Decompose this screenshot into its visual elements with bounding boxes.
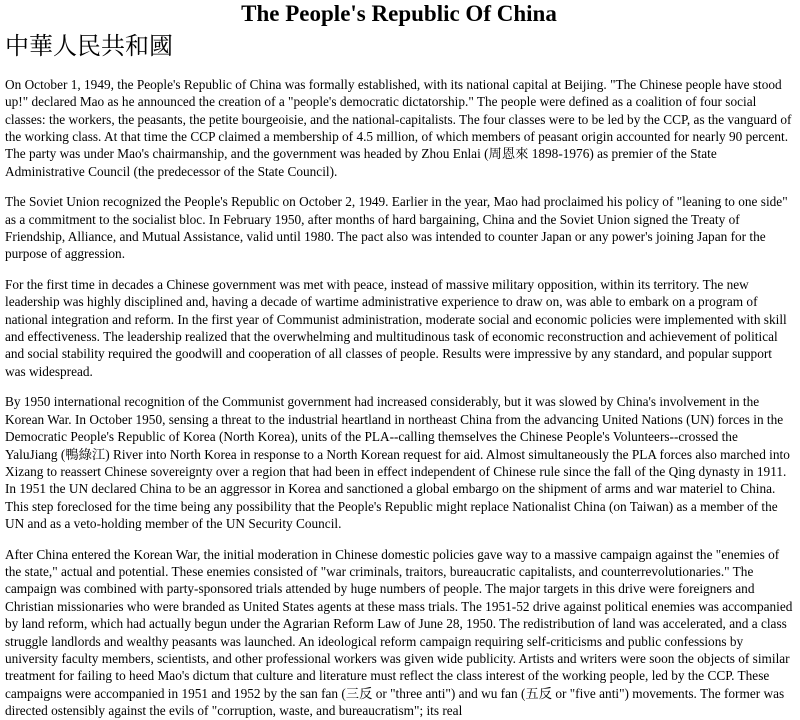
paragraph-peaceful-administration: For the first time in decades a Chinese government was met with peace, instead of massive military opposition, within its territory. The new leadership was highly disciplined and, having a decade of wartime administrative experience to draw on, was able to embark on a program of national integration and reform. In the first year of Communist administration, moderate social and economic policies were implemented with skill and effectiveness. The leadership realized that the overwhelming and multitudinous task of economic reconstruction and achievement of political and social stability required the goodwill and cooperation of all classes of people. Results were impressive by any standard, and popular support was widespread. <box>5 276 787 379</box>
paragraph-campaigns: After China entered the Korean War, the initial moderation in Chinese domestic policies gave way to a massive campaign against the "enemies of the state," actual and potential. These enemies consisted of "war criminals, traitors, bureaucratic capitalists, and counterrevolutionaries." The campaign was combined with party-sponsored trials attended by huge numbers of people. The major targets in this drive were foreigners and Christian missionaries who were branded as United States agents at these mass trials. The 1951-52 drive against political enemies was accompanied by land reform, which had actually begun under the Agrarian Reform Law of June 28, 1950. The redistribution of land was accelerated, and a class struggle landlords and wealthy peasants was launched. An ideological reform campaign requiring self-criticisms and public confessions by university faculty members, scientists, and other professional workers was given wide publicity. Artists and writers were soon the objects of similar treatment for failing to heed Mao's dictum that culture and literature must reflect the class interest of the working people, led by the CCP. These campaigns were accompanied in 1951 and 1952 by the san fan (三反 or "three anti") and wu fan (五反 or "five anti") movements. The former was directed ostensibly against the evils of "corruption, waste, and bureaucratism"; its real <box>5 546 793 719</box>
paragraph-founding: On October 1, 1949, the People's Republic of China was formally established, with its national capital at Beijing. "The Chinese people have stood up!" declared Mao as he announced the creation of a "people's democratic dictatorship." The people were defined as a coalition of four social classes: the workers, the peasants, the petite bourgeoisie, and the national-capitalists. The four classes were to be led by the CCP, as the vanguard of the working class. At that time the CCP claimed a membership of 4.5 million, of which members of peasant origin accounted for nearly 90 percent. The party was under Mao's chairmanship, and the government was headed by Zhou Enlai (周恩來 1898-1976) as premier of the State Administrative Council (the predecessor of the State Council). <box>5 76 792 179</box>
document-body <box>5 76 793 720</box>
paragraph-korean-war: By 1950 international recognition of the Communist government had increased considerably, but it was slowed by China's involvement in the Korean War. In October 1950, sensing a threat to the industrial heartland in northeast China from the advancing United Nations (UN) forces in the Democratic People's Republic of Korea (North Korea), units of the PLA--calling themselves the Chinese People's Volunteers--crossed the YaluJiang (鴨綠江) River into North Korea in response to a North Korean request for aid. Almost simultaneously the PLA forces also marched into Xizang to reassert Chinese sovereignty over a region that had been in effect independent of Chinese rule since the fall of the Qing dynasty in 1911. In 1951 the UN declared China to be an aggressor in Korea and sanctioned a global embargo on the shipment of arms and war materiel to China. This step foreclosed for the time being any possibility that the People's Republic might replace Nationalist China (on Taiwan) as a member of the UN and as a veto-holding member of the UN Security Council. <box>5 394 790 532</box>
page-title: The People's Republic Of China <box>241 1 557 26</box>
paragraph-soviet-recognition: The Soviet Union recognized the People's Republic on October 2, 1949. Earlier in the year, Mao had proclaimed his policy of "leaning to one side" as a commitment to the socialist bloc. In February 1950, after months of hard bargaining, China and the Soviet Union signed the Treaty of Friendship, Alliance, and Mutual Assistance, valid until 1980. The pact also was intended to counter Japan or any power's joining Japan for the purpose of aggression. <box>5 194 788 262</box>
chinese-subtitle: 中華人民共和國 <box>5 34 173 60</box>
